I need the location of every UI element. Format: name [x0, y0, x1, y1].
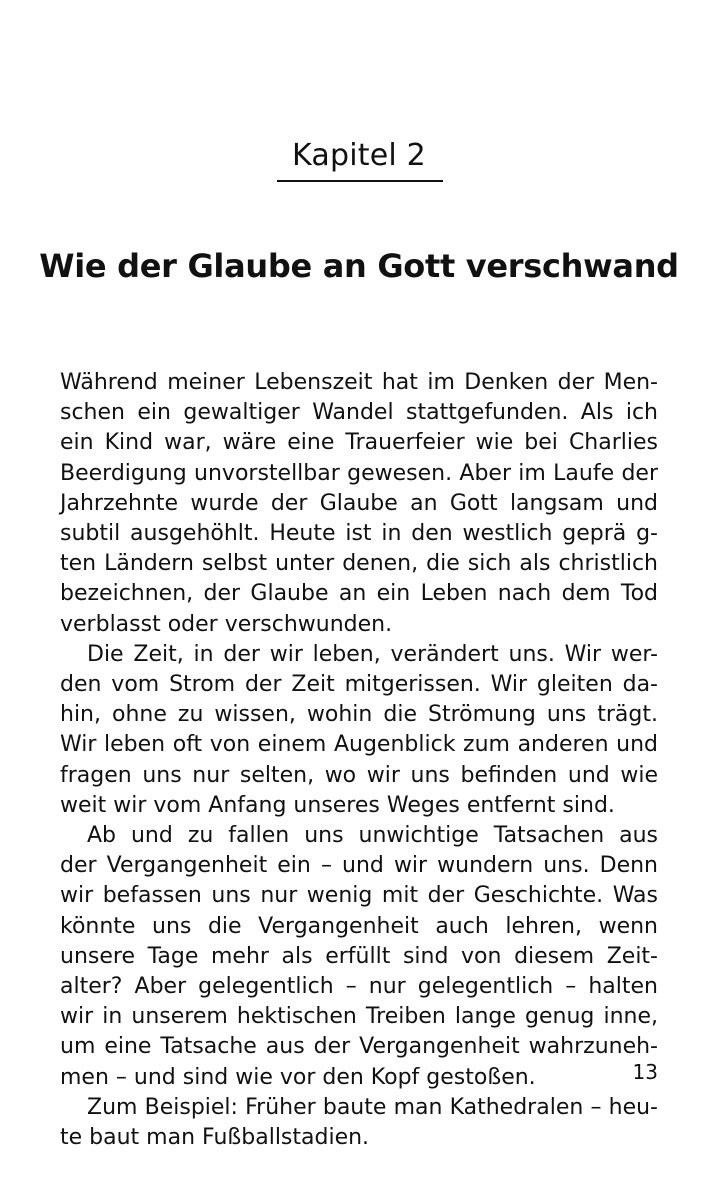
- chapter-rule: [277, 180, 443, 182]
- body-text: [60, 368, 658, 1153]
- text-line: fragen uns nur selten, wo wir uns befinden und wie: [60, 762, 658, 788]
- text-line: um eine Tatsache aus der Vergangenheit wahrzuneh-: [60, 1034, 658, 1060]
- text-line: hin, ohne zu wissen, wohin die Strömung uns trägt.: [60, 702, 658, 728]
- paragraph: [60, 640, 658, 821]
- text-line: unsere Tage mehr als erfüllt sind von diesem Zeit-: [60, 943, 658, 969]
- text-line: verblasst oder verschwunden.: [60, 611, 393, 637]
- text-line: wir befassen uns nur wenig mit der Geschichte. Was: [60, 883, 658, 909]
- chapter-label: Kapitel 2: [292, 138, 426, 173]
- text-line: te baut man Fußballstadien.: [60, 1125, 370, 1151]
- paragraph: [60, 368, 658, 640]
- text-line: wir in unserem hektischen Treiben lange genug inne,: [60, 1004, 658, 1030]
- text-line: alter? Aber gelegentlich – nur gelegentlich – halten: [60, 974, 658, 1000]
- text-line: men – und sind wie vor den Kopf gestoßen.: [60, 1064, 536, 1090]
- text-line: ein Kind war, wäre eine Trauerfeier wie bei Charlies: [60, 430, 658, 456]
- text-line: subtil ausgehöhlt. Heute ist in den westlich geprä g-: [60, 521, 658, 547]
- text-line: Zum Beispiel: Früher baute man Kathedralen – heu-: [87, 1094, 658, 1120]
- text-line: könnte uns die Vergangenheit auch lehren, wenn: [60, 913, 658, 939]
- text-line: schen ein gewaltiger Wandel stattgefunden. Als ich: [60, 400, 658, 426]
- text-line: bezeichnen, der Glaube an ein Leben nach dem Tod: [60, 581, 658, 607]
- paragraph: [60, 1093, 658, 1153]
- text-line: weit wir vom Anfang unseres Weges entfernt sind.: [60, 792, 615, 818]
- text-line: Während meiner Lebenszeit hat im Denken der Men-: [60, 370, 658, 395]
- chapter-title: Wie der Glaube an Gott verschwand: [39, 247, 679, 285]
- text-line: der Vergangenheit ein – und wir wundern uns. Denn: [60, 853, 658, 879]
- text-line: Wir leben oft von einem Augenblick zum anderen und: [60, 732, 658, 758]
- text-line: Ab und zu fallen uns unwichtige Tatsachen aus: [87, 823, 658, 849]
- text-line: Die Zeit, in der wir leben, verändert uns. Wir wer-: [87, 641, 658, 667]
- text-line: ten Ländern selbst unter denen, die sich als christlich: [60, 551, 658, 577]
- text-line: Jahrzehnte wurde der Glaube an Gott langsam und: [60, 490, 658, 516]
- paragraph: [60, 821, 658, 1093]
- page-number: 13: [632, 1060, 658, 1084]
- text-line: Beerdigung unvorstellbar gewesen. Aber im Laufe der: [60, 460, 658, 486]
- text-line: den vom Strom der Zeit mitgerissen. Wir gleiten da-: [60, 672, 658, 698]
